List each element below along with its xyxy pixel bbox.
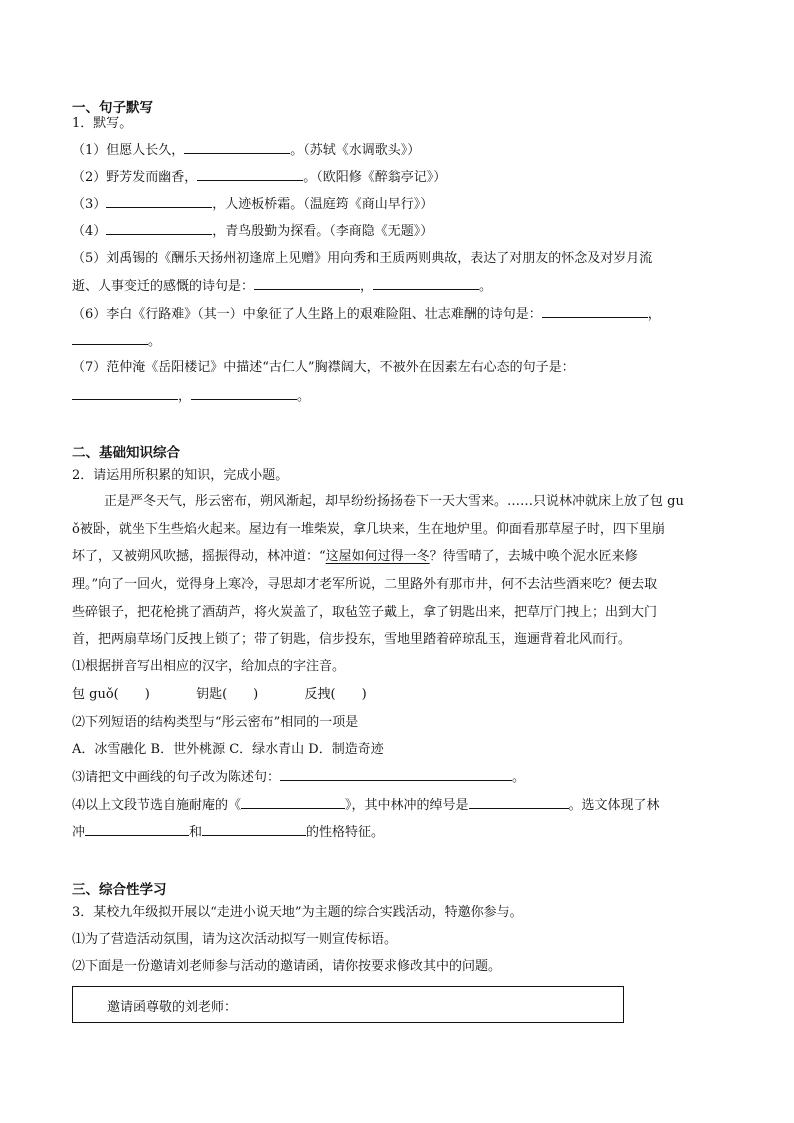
passage-line: 首，把两扇草场门反拽上锁了；带了钥匙，信步投东，雪地里踏着碎琼乱玉，迤逦背着北风而行。 (72, 632, 632, 647)
pinyin-row (72, 686, 367, 704)
invitation-text: 邀请函尊敬的刘老师： (107, 1000, 238, 1015)
question-intro: 2．请运用所积累的知识，完成小题。 (72, 468, 289, 483)
answer-blank[interactable] (373, 277, 479, 290)
passage-text: ？待雪晴了，去城中唤个泥水匠来修 (429, 549, 638, 564)
answer-blank[interactable] (202, 823, 306, 836)
item-text: （2）野芳发而幽香， (72, 170, 198, 185)
answer-blank[interactable] (72, 387, 178, 400)
item-text: （1）但愿人长久， (72, 143, 185, 158)
period: 。 (148, 334, 162, 349)
sub-question-2: ⑵下列短语的结构类型与“彤云密布”相同的一项是 (72, 715, 359, 730)
question-intro: 3．某校九年级拟开展以“走进小说天地”为主题的综合实践活动，特邀你参与。 (72, 905, 523, 920)
dictation-item-6-line1 (72, 305, 661, 324)
dictation-item-3 (72, 195, 433, 214)
section-title: 二、基础知识综合 (72, 445, 180, 461)
comma: ， (360, 279, 374, 294)
question-text: 。选文体现了林 (568, 798, 660, 813)
dictation-item-2 (72, 168, 446, 187)
answer-blank[interactable] (542, 305, 648, 318)
dictation-item-6-line2 (72, 332, 161, 351)
item-text: （3） (72, 197, 107, 212)
question-text: 和 (189, 825, 203, 840)
answer-blank[interactable] (184, 141, 290, 154)
dictation-item-5-line2 (72, 277, 492, 296)
passage-line: 些碎银子，把花枪挑了酒葫芦，将火炭盖了，取毡笠子戴上，拿了钥匙出来，把草厅门拽上；出到大门 (72, 605, 658, 620)
answer-blank[interactable] (72, 332, 148, 345)
question-intro: 1．默写。 (72, 116, 133, 131)
answer-blank[interactable] (191, 387, 297, 400)
answer-blank[interactable] (197, 168, 303, 181)
answer-options[interactable]: A．冰雪融化 B．世外桃源 C．绿水青山 D．制造奇迹 (72, 742, 384, 757)
question-text: ⑷以上文段节选自施耐庵的《 (72, 798, 242, 813)
item-text: （4） (72, 224, 107, 239)
answer-blank[interactable] (241, 796, 345, 809)
dictation-item-7-line1: （7）范仲淹《岳阳楼记》中描述“古仁人”胸襟阔大，不被外在因素左右心态的句子是： (72, 360, 575, 375)
section-title: 三、综合性学习 (72, 882, 167, 898)
question-text: 》，其中林冲的绰号是 (345, 798, 469, 813)
item-text: 。（欧阳修《醉翁亭记》） (303, 170, 447, 185)
pinyin-item[interactable]: 反拽( ) (304, 687, 367, 702)
sub-question-1: ⑴根据拼音写出相应的汉字，给加点的字注音。 (72, 659, 346, 674)
answer-blank[interactable] (106, 222, 212, 235)
question-text: 的性格特征。 (306, 825, 385, 840)
dictation-item-7-line2 (72, 387, 310, 406)
passage-line: 正是严冬天气，彤云密布，朔风渐起，却早纷纷扬扬卷下一天大雪来。……只说林冲就床上放了包 gu (104, 494, 684, 509)
period: 。 (479, 279, 493, 294)
dictation-item-5-line1: （5）刘禹锡的《酬乐天扬州初逢席上见赠》用向秀和王质两则典故，表达了对朋友的怀念及对岁月流 (72, 251, 653, 266)
sub-question-4-line2 (72, 823, 384, 842)
item-text: ，人迹板桥霜。（温庭筠《商山早行》） (212, 197, 434, 212)
comma: ， (178, 389, 192, 404)
answer-blank[interactable] (280, 768, 512, 781)
sub-question-1: ⑴为了营造活动氛围，请为这次活动拟写一则宣传标语。 (72, 932, 398, 947)
pinyin-item[interactable]: 包 guǒ( ) (72, 687, 150, 702)
answer-blank[interactable] (469, 796, 569, 809)
period: 。 (512, 770, 526, 785)
answer-blank[interactable] (85, 823, 189, 836)
answer-blank[interactable] (254, 277, 360, 290)
answer-blank[interactable] (106, 195, 212, 208)
sub-question-3 (72, 768, 525, 787)
sub-question-2: ⑵下面是一份邀请刘老师参与活动的邀请函，请你按要求修改其中的问题。 (72, 959, 502, 974)
item-text: 。（苏轼《水调歌头》） (290, 143, 421, 158)
period: 。 (297, 389, 311, 404)
item-text: （6）李白《行路难》（其一）中象征了人生路上的艰难险阻、壮志难酬的诗句是： (72, 307, 542, 322)
underlined-sentence: 这屋如何过得一冬 (325, 549, 430, 564)
sub-question-4-line1 (72, 796, 660, 815)
section-title: 一、句子默写 (72, 100, 153, 116)
item-text: ，青鸟殷勤为探看。（李商隐《无题》） (212, 224, 434, 239)
passage-text: 坏了，又被朔风吹撼，摇振得动，林冲道：“ (72, 549, 326, 564)
dictation-item-1 (72, 141, 420, 160)
comma: ， (647, 307, 661, 322)
passage-line: 理。”向了一回火，觉得身上寒冷，寻思却才老军所说，二里路外有那市井，何不去沽些酒来吃？便去取 (72, 577, 658, 592)
passage-line: ǒ被卧，就坐下生些焰火起来。屋边有一堆柴炭，拿几块来，生在地炉里。仰面看那草屋子时，四下里崩 (72, 522, 665, 537)
question-text: ⑶请把文中画线的句子改为陈述句： (72, 770, 281, 785)
question-text: 冲 (72, 825, 86, 840)
passage-line (72, 548, 638, 566)
pinyin-item[interactable]: 钥匙( ) (196, 687, 259, 702)
invitation-box[interactable] (72, 986, 624, 1023)
item-text: 逝、人事变迁的感慨的诗句是： (72, 279, 255, 294)
dictation-item-4 (72, 222, 433, 241)
